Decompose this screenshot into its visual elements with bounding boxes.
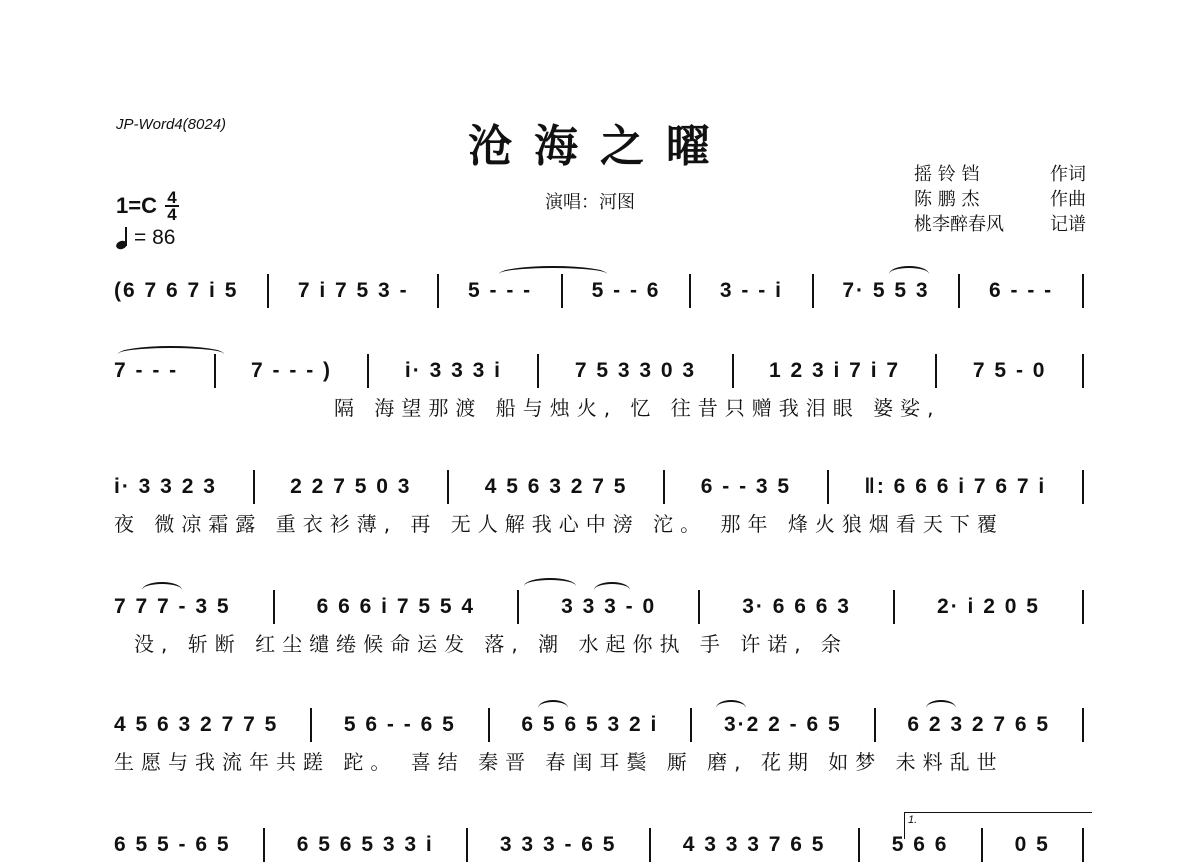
measure: 5 - - - [468, 279, 533, 302]
transcriber-credit [914, 212, 1086, 237]
barline [1082, 708, 1084, 742]
measure: 6 - - - [989, 279, 1054, 302]
edition-label: JP-Word4(8024) [116, 116, 227, 133]
barline [466, 828, 468, 862]
measure: i· 3 3 3 i [404, 359, 502, 382]
barline [367, 354, 369, 388]
credits-block [914, 162, 1086, 237]
song-title: 沧海之曜 [468, 121, 732, 172]
barline [874, 708, 876, 742]
slur-mark [524, 578, 576, 594]
measure: 2· i 2 0 5 [937, 595, 1040, 618]
barline [858, 828, 860, 862]
measure: 7 5 3 3 0 3 [574, 359, 697, 382]
measure: 7 - - - [114, 359, 179, 382]
credit-name: 桃李醉春风 [914, 214, 1004, 235]
score-system [114, 272, 1090, 312]
time-top: 4 [167, 188, 177, 207]
measure: 6 2 3 2 7 6 5 [907, 713, 1051, 736]
barline [1082, 590, 1084, 624]
barline [267, 274, 269, 308]
measure: 4 5 6 3 2 7 5 [484, 475, 628, 498]
barline [488, 708, 490, 742]
measure: 1 2 3 i 7 i 7 [768, 359, 901, 382]
lyric-row: 隔 海望那渡 船与烛火, 忆 往昔只赠我泪眼 婆娑, [334, 396, 941, 420]
barline [812, 274, 814, 308]
barline [537, 354, 539, 388]
measure: 7 i 7 5 3 - [297, 279, 409, 302]
measure: 4 3 3 3 7 6 5 [682, 833, 826, 856]
key-label: 1=C [116, 193, 157, 218]
score-system [114, 352, 1090, 421]
measure: 3 - - i [719, 279, 783, 302]
measure: 7· 5 5 3 [842, 279, 930, 302]
measure: 5 - - 6 [591, 279, 661, 302]
notes-row [114, 468, 1090, 506]
barline [273, 590, 275, 624]
measure: ‖: 6 6 6 i 7 6 7 i [864, 475, 1047, 498]
measure: 7 5 - 0 [972, 359, 1047, 382]
key-signature [116, 190, 179, 222]
measure: 3·2 2 - 6 5 [723, 713, 842, 736]
credit-role: 记谱 [1050, 214, 1086, 235]
credit-role: 作曲 [1050, 189, 1086, 210]
barline [958, 274, 960, 308]
singer-label: 演唱：河图 [545, 192, 635, 213]
barline [310, 708, 312, 742]
measure: 2 2 7 5 0 3 [290, 475, 412, 498]
measure: i· 3 3 2 3 [114, 475, 217, 498]
barline [827, 470, 829, 504]
measure: 5 6 - - 6 5 [343, 713, 456, 736]
tie-mark [499, 266, 607, 282]
barline [690, 708, 692, 742]
measure: 6 5 6 5 3 3 i [296, 833, 434, 856]
barline [732, 354, 734, 388]
time-bottom: 4 [167, 205, 177, 224]
slur-mark [889, 266, 929, 282]
slur-mark [538, 700, 568, 716]
measure: 0 5 [1014, 833, 1050, 856]
lyricist-credit [914, 162, 1086, 187]
measure: 3· 6 6 6 3 [742, 595, 851, 618]
measure: (6 7 6 7 i 5 [114, 279, 239, 302]
notes-row [114, 826, 1090, 864]
barline [253, 470, 255, 504]
barline [698, 590, 700, 624]
slur-mark [142, 582, 182, 598]
tempo-value: = 86 [134, 226, 176, 249]
score-system [114, 706, 1090, 775]
measure: 6 5 5 - 6 5 [114, 833, 231, 856]
measure: 3 3 3 - 0 [561, 595, 657, 618]
barline [517, 590, 519, 624]
barline [1082, 354, 1084, 388]
barline [1082, 274, 1084, 308]
tempo-marking [116, 226, 175, 250]
composer-credit [914, 187, 1086, 212]
measure: 7 - - - ) [251, 359, 333, 382]
barline [649, 828, 651, 862]
volta-bracket: 1. [904, 812, 1092, 839]
barline [689, 274, 691, 308]
measure: 3 3 3 - 6 5 [499, 833, 617, 856]
tie-mark [118, 346, 224, 362]
credit-role: 作词 [1050, 164, 1086, 185]
slur-mark [716, 700, 746, 716]
time-signature [165, 190, 179, 222]
measure: 5 6 6 [891, 833, 949, 856]
measure: 6 5 6 5 3 2 i [521, 713, 659, 736]
barline [447, 470, 449, 504]
barline [1082, 828, 1084, 862]
quarter-note-icon [116, 227, 130, 249]
lyric-row: 生愿与我流年共蹉 跎。 喜结 秦晋 春闺耳鬓 厮 磨, 花期 如梦 未料乱世 [114, 750, 1004, 774]
barline [663, 470, 665, 504]
score-system [114, 814, 1090, 864]
measure: 6 6 6 i 7 5 5 4 [316, 595, 476, 618]
lyric-row: 没, 斩断 红尘缱绻候命运发 落, 潮 水起你执 手 许诺, 余 [134, 632, 848, 656]
notes-row [114, 352, 1090, 390]
score-system [114, 468, 1090, 537]
measure: 6 - - 3 5 [700, 475, 792, 498]
measure: 4 5 6 3 2 7 7 5 [114, 713, 279, 736]
slur-mark [926, 700, 956, 716]
score-system [114, 588, 1090, 657]
barline [893, 590, 895, 624]
lyric-row: 夜 微凉霜露 重衣衫薄, 再 无人解我心中滂 沱。 那年 烽火狼烟看天下覆 [114, 512, 1004, 536]
barline [935, 354, 937, 388]
slur-mark [594, 582, 630, 598]
credit-name: 摇 铃 铛 [914, 164, 980, 185]
barline [981, 828, 983, 862]
barline [437, 274, 439, 308]
credit-name: 陈 鹏 杰 [914, 189, 980, 210]
barline [263, 828, 265, 862]
barline [1082, 470, 1084, 504]
measure: 7 7 7 - 3 5 [114, 595, 231, 618]
